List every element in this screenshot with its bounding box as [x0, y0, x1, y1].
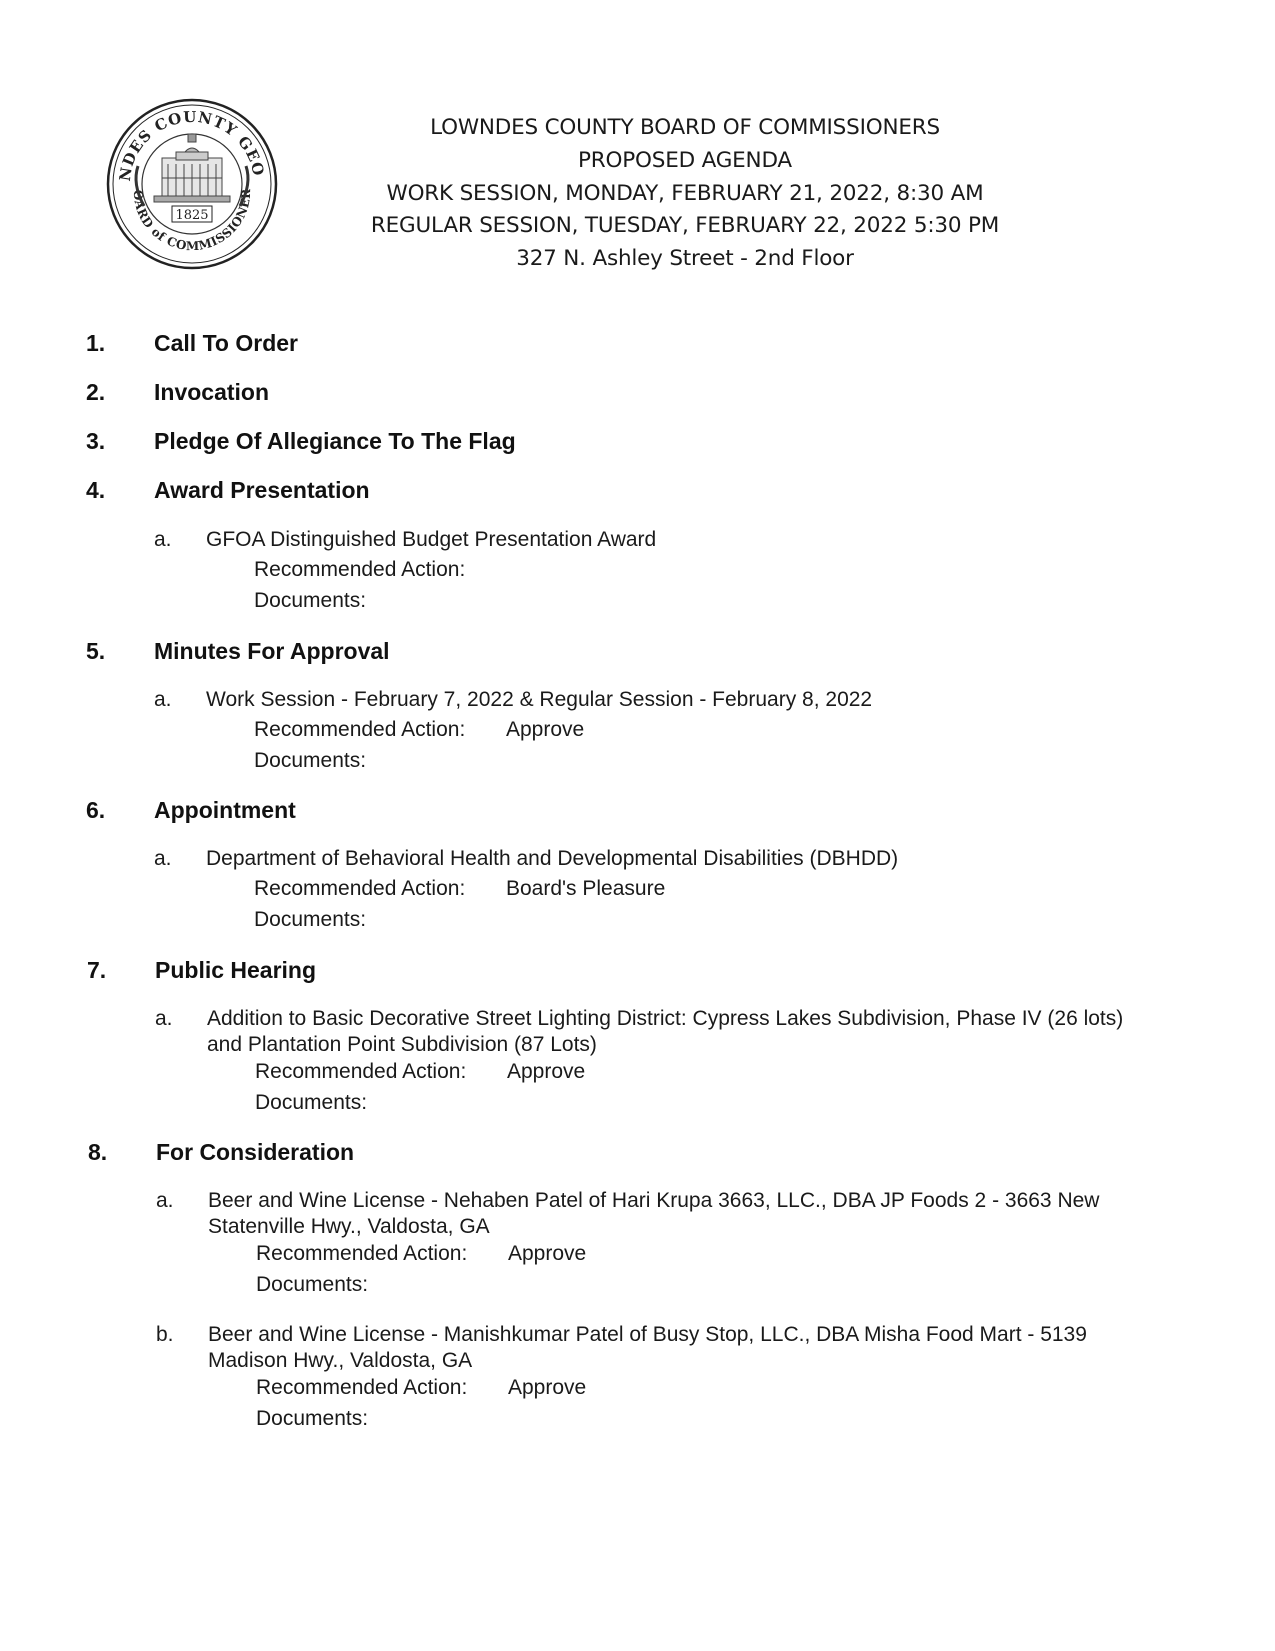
- county-seal-graphic: [104, 96, 280, 272]
- item-title: Invocation: [154, 379, 270, 405]
- item-number: 5.: [86, 638, 106, 664]
- recommended-action-value: Approve: [507, 1060, 586, 1083]
- seal-year: 1825: [175, 208, 209, 223]
- item-number: 6.: [86, 797, 106, 823]
- item-title: Public Hearing: [155, 957, 317, 983]
- item-number: 7.: [87, 957, 107, 983]
- recommended-action-label: Recommended Action:: [254, 558, 466, 581]
- sub-item-text: GFOA Distinguished Budget Presentation Award: [206, 528, 657, 551]
- documents-label: Documents:: [254, 589, 367, 612]
- sub-item-letter: a.: [154, 688, 172, 711]
- documents-label: Documents:: [255, 1091, 368, 1114]
- sub-item-letter: b.: [156, 1323, 174, 1346]
- item-title: Pledge Of Allegiance To The Flag: [154, 428, 516, 454]
- seal-top-text: NDES COUNTY GEO: [115, 107, 268, 183]
- item-title: For Consideration: [156, 1139, 355, 1165]
- header-line-2: PROPOSED AGENDA: [578, 147, 792, 173]
- sub-item-text: Work Session - February 7, 2022 & Regular Session - February 8, 2022: [206, 688, 873, 711]
- item-number: 2.: [86, 379, 106, 405]
- recommended-action-label: Recommended Action:: [254, 718, 466, 741]
- county-seal: [104, 96, 280, 272]
- sub-item-letter: a.: [154, 528, 172, 551]
- documents-label: Documents:: [254, 908, 367, 931]
- courthouse-image: [136, 134, 248, 206]
- header-line-5: 327 N. Ashley Street - 2nd Floor: [516, 246, 854, 272]
- sub-item-text: Beer and Wine License - Nehaben Patel of Hari Krupa 3663, LLC., DBA JP Foods 2 - 3663 New Statenville Hwy., Valdosta, GA: [208, 1189, 1100, 1238]
- item-title: Award Presentation: [154, 477, 370, 503]
- item-number: 3.: [86, 428, 106, 454]
- recommended-action-label: Recommended Action:: [255, 1060, 467, 1083]
- sub-item-letter: a.: [154, 847, 172, 870]
- item-title: Appointment: [154, 797, 296, 823]
- recommended-action-value: Approve: [508, 1376, 587, 1399]
- item-title: Call To Order: [154, 330, 298, 356]
- seal-bottom-text: OARD of COMMISSIONER: [130, 188, 254, 254]
- agenda-header: [340, 112, 1030, 276]
- recommended-action-label: Recommended Action:: [256, 1242, 468, 1265]
- item-number: 4.: [86, 477, 106, 503]
- sub-item-letter: a.: [155, 1007, 173, 1030]
- recommended-action-label: Recommended Action:: [256, 1376, 468, 1399]
- item-title: Minutes For Approval: [154, 638, 390, 664]
- sub-item-text: Department of Behavioral Health and Developmental Disabilities (DBHDD): [206, 847, 899, 870]
- recommended-action-label: Recommended Action:: [254, 877, 466, 900]
- recommended-action-value: Board's Pleasure: [506, 877, 666, 900]
- item-number: 1.: [86, 330, 106, 356]
- recommended-action-value: Approve: [508, 1242, 587, 1265]
- documents-label: Documents:: [256, 1407, 369, 1430]
- documents-label: Documents:: [254, 749, 367, 772]
- item-number: 8.: [88, 1139, 108, 1165]
- header-line-3: WORK SESSION, MONDAY, FEBRUARY 21, 2022, 8:30 AM: [386, 180, 984, 206]
- recommended-action-value: Approve: [506, 718, 585, 741]
- sub-item-text: Beer and Wine License - Manishkumar Patel of Busy Stop, LLC., DBA Misha Food Mart - 5139 Madison Hwy., Valdosta, GA: [208, 1323, 1087, 1372]
- header-line-4: REGULAR SESSION, TUESDAY, FEBRUARY 22, 2022 5:30 PM: [370, 213, 1000, 239]
- sub-item-text: Addition to Basic Decorative Street Lighting District: Cypress Lakes Subdivision, Phase IV (26 lots) and Plantation Point Subdivision (87 Lots): [207, 1007, 1124, 1056]
- sub-item-letter: a.: [156, 1189, 174, 1212]
- documents-label: Documents:: [256, 1273, 369, 1296]
- header-line-1: LOWNDES COUNTY BOARD OF COMMISSIONERS: [430, 115, 940, 140]
